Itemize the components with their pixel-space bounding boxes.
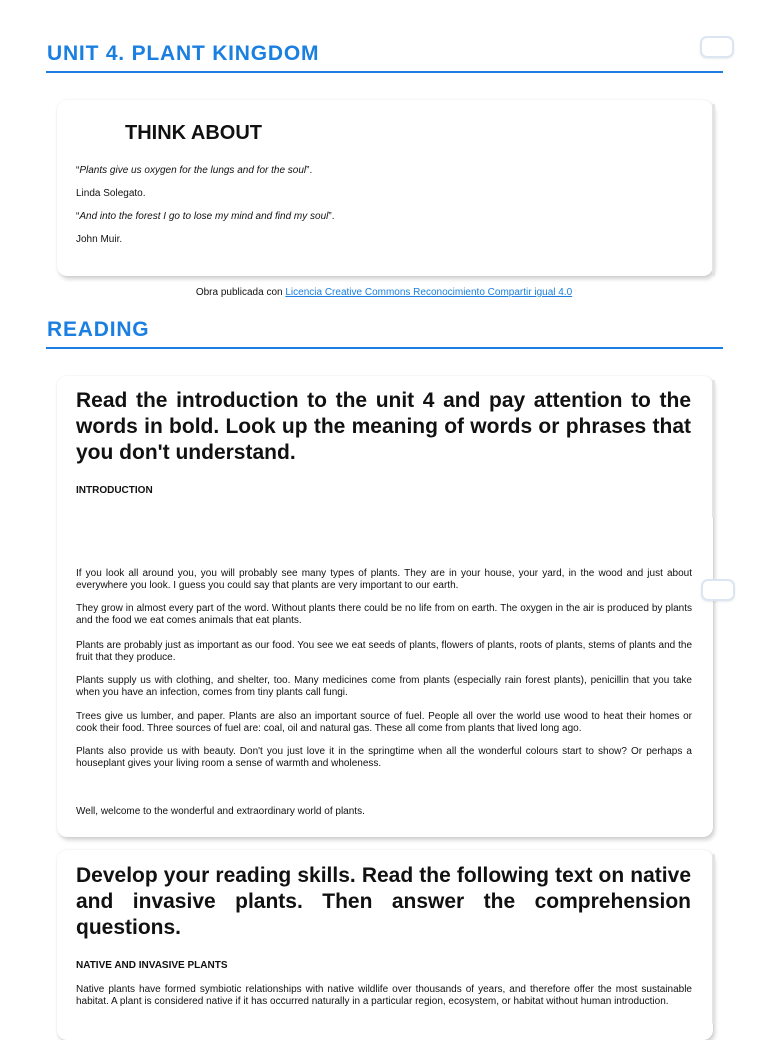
intro-paragraph-4: Plants supply us with clothing, and shelter, too. Many medicines come from plants (especially rain forest plants), penicillin that you take when you have an infection, comes from tiny plants call fungi. [76,675,692,698]
quote-2: “And into the forest I go to lose my mind and find my soul”. [76,211,335,222]
intro-paragraph-6: Plants also provide us with beauty. Don't you just love it in the springtime when all the wonderful colours start to show? Or perhaps a houseplant gives your living room a sense of warmth and wholeness. [76,746,692,769]
reading-underline [46,347,723,349]
card-edge-native [712,854,715,1024]
intro-paragraph-1: If you look all around you, you will probably see many types of plants. They are in your house, your yard, in the wood and just about everywhere you look. I guess you could say that plants are very important to our earth. [76,568,692,591]
task-2-heading: Develop your reading skills. Read the following text on native and invasive plants. Then answer the comprehension questions. [76,864,691,939]
license-link[interactable]: Licencia Creative Commons Reconocimiento Compartir igual 4.0 [285,287,573,298]
native-invasive-label: NATIVE AND INVASIVE PLANTS [76,960,228,971]
intro-paragraph-3: Plants are probably just as important as our food. You see we eat seeds of plants, flowers of plants, roots of plants, stems of plants and the fruit that they produce. [76,640,692,663]
intro-paragraph-2: They grow in almost every part of the word. Without plants there could be no life from on earth. The oxygen in the air is produced by plants and the food we eat comes animals that eat plants. [76,603,692,626]
introduction-label: INTRODUCTION [76,485,153,496]
intro-closing: Well, welcome to the wonderful and extraordinary world of plants. [76,806,365,817]
license-notice: Obra publicada con Licencia Creative Commons Reconocimiento Compartir igual 4.0 [195,287,573,298]
title-underline [46,71,723,73]
native-paragraph: Native plants have formed symbiotic relationships with native wildlife over thousands of years, and therefore offer the most sustainable habitat. A plant is considered native if it has occurred naturally in a particular region, ecosystem, or habitat without human introduction. [76,984,692,1007]
think-about-heading: THINK ABOUT [125,122,263,144]
quote-1: “Plants give us oxygen for the lungs and for the soul”. [76,165,313,176]
quote-1-author: Linda Solegato. [76,188,146,199]
bookmark-marker-middle[interactable] [701,579,735,601]
reading-section-title: READING [47,318,150,341]
quote-2-author: John Muir. [76,234,123,245]
card-edge-think [712,104,715,276]
intro-paragraph-5: Trees give us lumber, and paper. Plants are also an important source of fuel. People all over the world use wood to heat their homes or cook their food. Three sources of fuel are: coal, oil and natural gas. These all come from plants that lived long ago. [76,711,692,734]
bookmark-marker-top[interactable] [700,36,734,58]
task-1-heading: Read the introduction to the unit 4 and pay attention to the words in bold. Look up the meaning of words or phrases that you don't understand. [76,389,691,464]
unit-title: UNIT 4. PLANT KINGDOM [47,42,320,65]
card-edge-intro [712,380,715,518]
